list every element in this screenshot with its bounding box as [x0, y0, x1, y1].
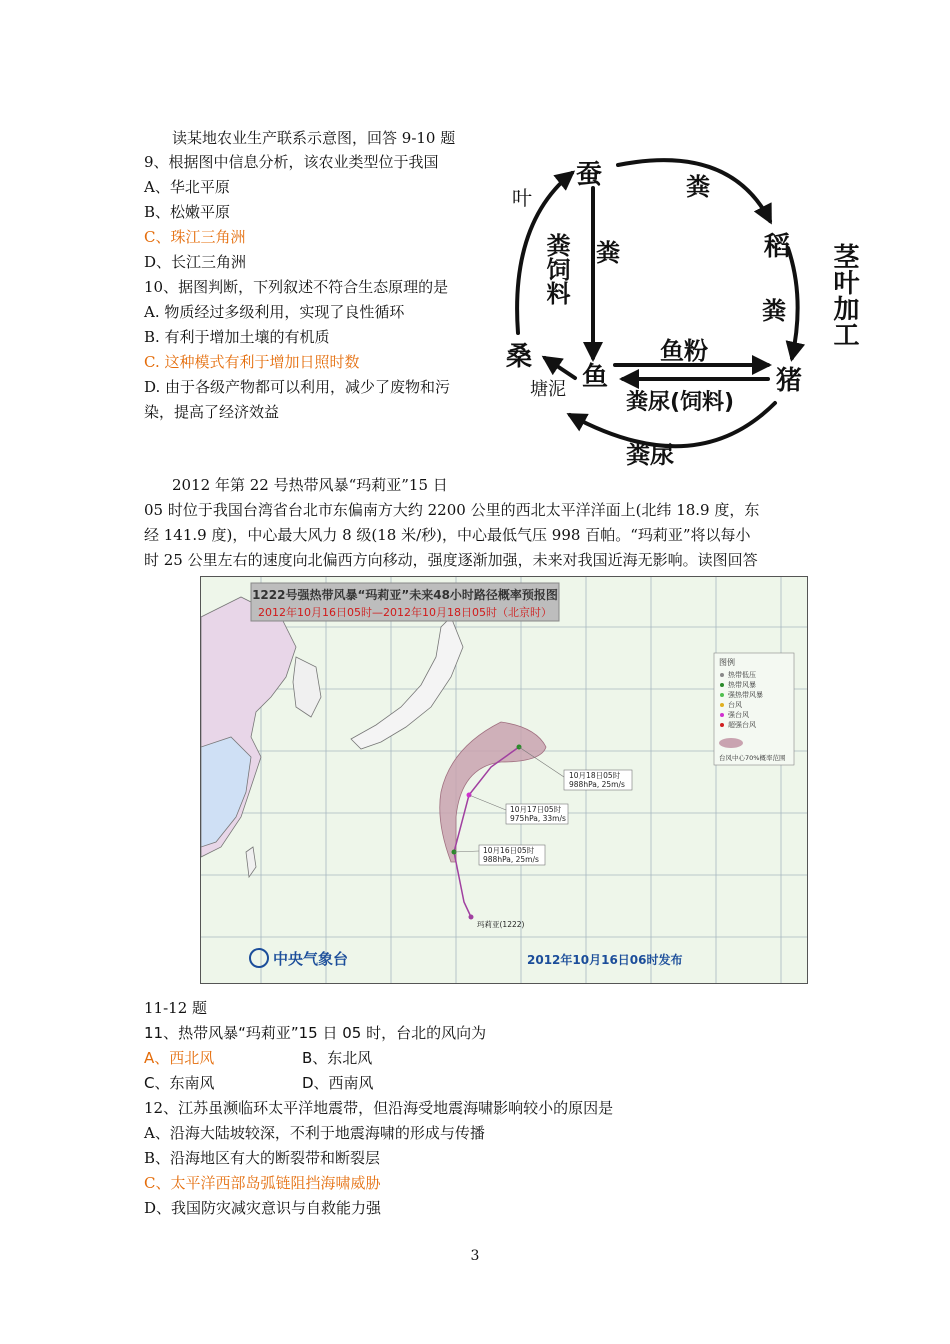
legend-item-1: 热带低压 [728, 671, 756, 679]
q11-option-b: B、东北风 [302, 1049, 373, 1067]
agriculture-cycle-diagram [500, 133, 885, 485]
label-16-value: 988hPa, 25m/s [483, 855, 539, 864]
q12-option-c-answer: C、太平洋西部岛弧链阻挡海啸威胁 [144, 1174, 381, 1192]
label-manure-urine-feed: 粪尿(饲料) [626, 390, 735, 415]
q9-10-intro: 读某地农业生产联系示意图，回答 9-10 题 [172, 129, 456, 147]
q11-option-d: D、西南风 [302, 1074, 374, 1092]
node-mulberry: 桑 [506, 342, 533, 372]
q11-option-c: C、东南风 [144, 1074, 215, 1092]
label-manure-feed: 粪饲料 [542, 233, 570, 305]
label-leaf: 叶 [512, 186, 532, 210]
q12-option-a: A、沿海大陆坡较深，不利于地震海啸的形成与传播 [144, 1124, 485, 1142]
label-fishmeal: 鱼粉 [660, 337, 708, 365]
q11-stem: 11、热带风暴“玛莉亚”15 日 05 时，台北的风向为 [144, 1024, 487, 1042]
node-pig: 猪 [776, 366, 803, 396]
q10-option-b: B. 有利于增加土壤的有机质 [144, 328, 330, 346]
q12-option-b: B、沿海地区有大的断裂带和断裂层 [144, 1149, 381, 1167]
map-legend [714, 653, 794, 765]
legend-item-6: 超强台风 [728, 721, 756, 729]
agency-name: 中央气象台 [273, 950, 349, 968]
label-18-time: 10月18日05时 [569, 771, 621, 780]
label-pond-mud: 塘泥 [530, 379, 566, 400]
label-17-time: 10月17日05时 [510, 805, 562, 814]
q10-option-c-answer: C. 这种模式有利于增加日照时数 [144, 353, 360, 371]
q9-option-a: A、华北平原 [144, 178, 230, 196]
legend-item-3: 强热带风暴 [728, 691, 763, 699]
map-title: 1222号强热带风暴“玛莉亚”未来48小时路径概率预报图 [252, 588, 558, 602]
typhoon-text-3: 经 141.9 度)，中心最大风力 8 级(18 米/秒)，中心最低气压 998 百帕。“玛莉亚”将以每小 [144, 526, 751, 544]
legend-item-5: 强台风 [728, 711, 749, 719]
map-subtitle: 2012年10月16日05时—2012年10月18日05时（北京时） [258, 606, 552, 619]
node-fish: 鱼 [582, 362, 609, 392]
storm-name-label: 玛莉亚(1222) [477, 920, 525, 929]
typhoon-map-canvas [201, 577, 807, 983]
label-manure-urine: 粪尿 [626, 441, 674, 469]
label-18-value: 988hPa, 25m/s [569, 780, 625, 789]
q11-option-a-answer: A、西北风 [144, 1049, 215, 1067]
label-manure-middle: 粪 [596, 239, 620, 267]
label-17-value: 975hPa, 33m/s [510, 814, 566, 823]
node-silkworm: 蚕 [576, 160, 603, 190]
typhoon-text-1: 2012 年第 22 号热带风暴“玛莉亚”15 日 [172, 476, 448, 494]
legend-note: 台风中心70%概率范围 [719, 754, 786, 762]
q9-option-d: D、长江三角洲 [144, 253, 247, 271]
q10-option-d-cont: 染，提高了经济效益 [144, 403, 280, 421]
label-manure-right: 粪 [762, 297, 786, 325]
q9-stem: 9、根据图中信息分析，该农业类型位于我国 [144, 153, 439, 171]
q12-option-d: D、我国防灾减灾意识与自救能力强 [144, 1199, 382, 1217]
q10-option-a: A. 物质经过多级利用，实现了良性循环 [144, 303, 405, 321]
legend-title: 图例 [719, 658, 735, 667]
q9-option-b: B、松嫩平原 [144, 203, 231, 221]
label-16-time: 10月16日05时 [483, 846, 535, 855]
typhoon-text-2: 05 时位于我国台湾省台北市东偏南方大约 2200 公里的西北太平洋洋面上(北纬 18.9 度，东 [144, 501, 760, 519]
legend-item-2: 热带风暴 [728, 681, 756, 689]
q12-stem: 12、江苏虽濒临环太平洋地震带，但沿海受地震海啸影响较小的原因是 [144, 1099, 614, 1117]
q11-12-head: 11-12 题 [144, 999, 208, 1017]
typhoon-text-4: 时 25 公里左右的速度向北偏西方向移动，强度逐渐加强，未来对我国近海无影响。读图回答 [144, 551, 758, 569]
q10-option-d: D. 由于各级产物都可以利用，减少了废物和污 [144, 378, 451, 396]
q9-option-c-answer: C、珠江三角洲 [144, 228, 246, 246]
q10-stem: 10、据图判断，下列叙述不符合生态原理的是 [144, 278, 449, 296]
label-manure-top: 粪 [686, 173, 710, 201]
arrow-fish-to-mulberry [545, 358, 575, 378]
node-rice: 稻 [764, 232, 791, 262]
label-stem-leaf-processing: 茎叶加工 [829, 243, 859, 347]
legend-item-4: 台风 [728, 701, 742, 709]
arrow-rice-to-pig [788, 248, 798, 358]
page-number: 3 [470, 1248, 480, 1264]
track-point-start [469, 915, 474, 920]
issue-time: 2012年10月16日06时发布 [527, 953, 683, 967]
typhoon-forecast-map [200, 576, 808, 984]
